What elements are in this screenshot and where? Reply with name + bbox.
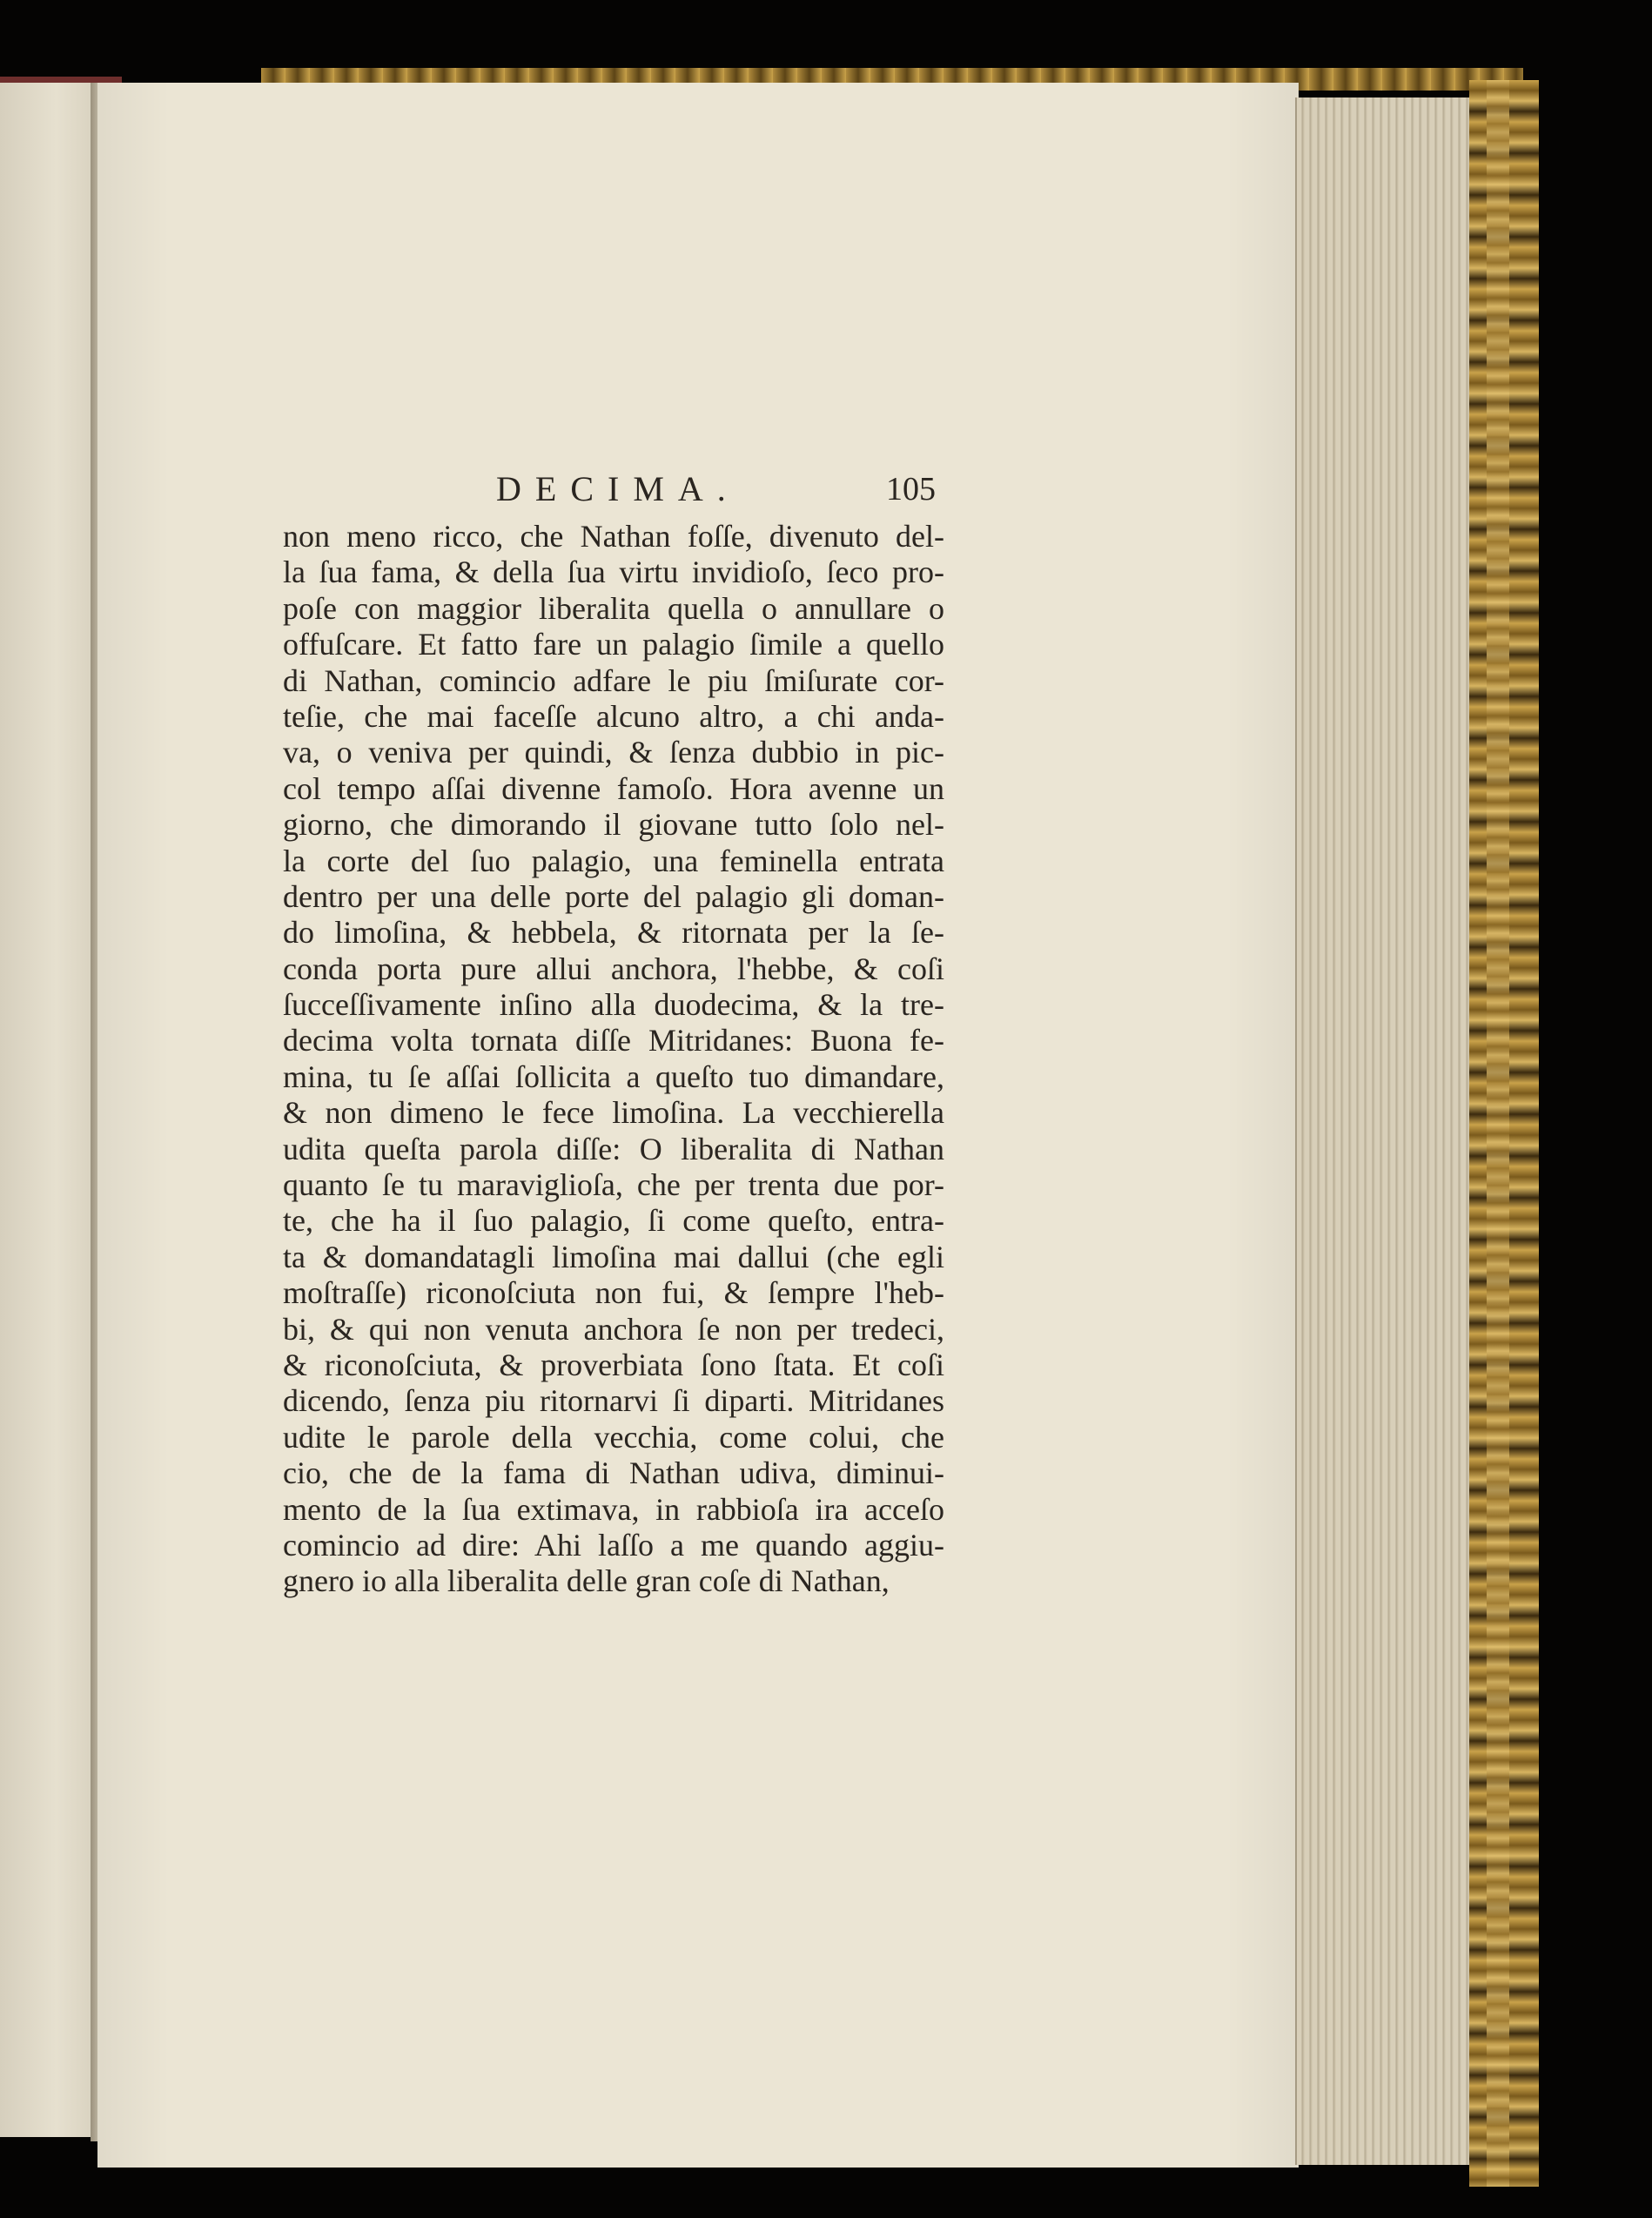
text-line: ſucceſſivamente inſino alla duodecima, & la tre-	[283, 987, 944, 1023]
text-line: & riconoſciuta, & proverbiata ſono ſtata. Et coſi	[283, 1347, 944, 1382]
left-page	[0, 83, 96, 2137]
text-line: mento de la ſua extimava, in rabbioſa ira acceſo	[283, 1491, 944, 1527]
text-line: cio, che de la fama di Nathan udiva, diminui-	[283, 1455, 944, 1491]
text-line: dicendo, ſenza piu ritornarvi ſi diparti. Mitridanes	[283, 1383, 944, 1419]
text-line: do limoſina, & hebbela, & ritornata per la ſe-	[283, 915, 944, 951]
text-line: te, che ha il ſuo palagio, ſi come queſto, entra-	[283, 1203, 944, 1239]
text-line: decima volta tornata diſſe Mitridanes: Buona fe-	[283, 1023, 944, 1059]
text-line: offuſcare. Et fatto fare un palagio ſimile a quello	[283, 627, 944, 662]
text-line: mina, tu ſe aſſai ſollicita a queſto tuo dimandare,	[283, 1059, 944, 1094]
text-line: & non dimeno le fece limoſina. La vecchierella	[283, 1095, 944, 1131]
text-line: teſie, che mai faceſſe alcuno altro, a chi anda-	[283, 698, 944, 734]
page-number: 105	[886, 471, 936, 507]
text-line: comincio ad dire: Ahi laſſo a me quando aggiu-	[283, 1527, 944, 1563]
body-text	[283, 519, 944, 1600]
text-line: col tempo aſſai divenne famoſo. Hora avenne un	[283, 770, 944, 806]
running-head: DECIMA.	[496, 469, 740, 508]
gilt-spine-ornament	[1487, 80, 1509, 2187]
text-line: bi, & qui non venuta anchora ſe non per tredeci,	[283, 1311, 944, 1347]
text-line: gnero io alla liberalita delle gran coſe di Nathan,	[283, 1563, 890, 1599]
text-line: dentro per una delle porte del palagio gli doman-	[283, 878, 944, 914]
text-line: non meno ricco, che Nathan foſſe, divenuto del-	[283, 519, 944, 554]
page-header	[283, 468, 944, 508]
text-line: quanto ſe tu maraviglioſa, che per trenta due por-	[283, 1167, 944, 1203]
text-line: ta & domandatagli limoſina mai dallui (che egli	[283, 1239, 944, 1274]
text-line: udite le parole della vecchia, come colui, che	[283, 1419, 944, 1455]
text-line: giorno, che dimorando il giovane tutto ſolo nel-	[283, 807, 944, 843]
text-line: la corte del ſuo palagio, una feminella entrata	[283, 843, 944, 878]
text-line: poſe con maggior liberalita quella o annullare o	[283, 590, 944, 626]
text-line: udita queſta parola diſſe: O liberalita di Nathan	[283, 1131, 944, 1166]
text-line: di Nathan, comincio adfare le piu ſmiſurate cor-	[283, 662, 944, 698]
text-line: conda porta pure allui anchora, l'hebbe, & coſi	[283, 951, 944, 986]
text-line: va, o veniva per quindi, & ſenza dubbio in pic-	[283, 735, 944, 770]
page-edges	[1295, 97, 1471, 2165]
text-line: moſtraſſe) riconoſciuta non fui, & ſempre l'heb-	[283, 1275, 944, 1311]
text-line: la ſua fama, & della ſua virtu invidioſo, ſeco pro-	[283, 554, 944, 590]
text-block	[283, 468, 944, 1600]
